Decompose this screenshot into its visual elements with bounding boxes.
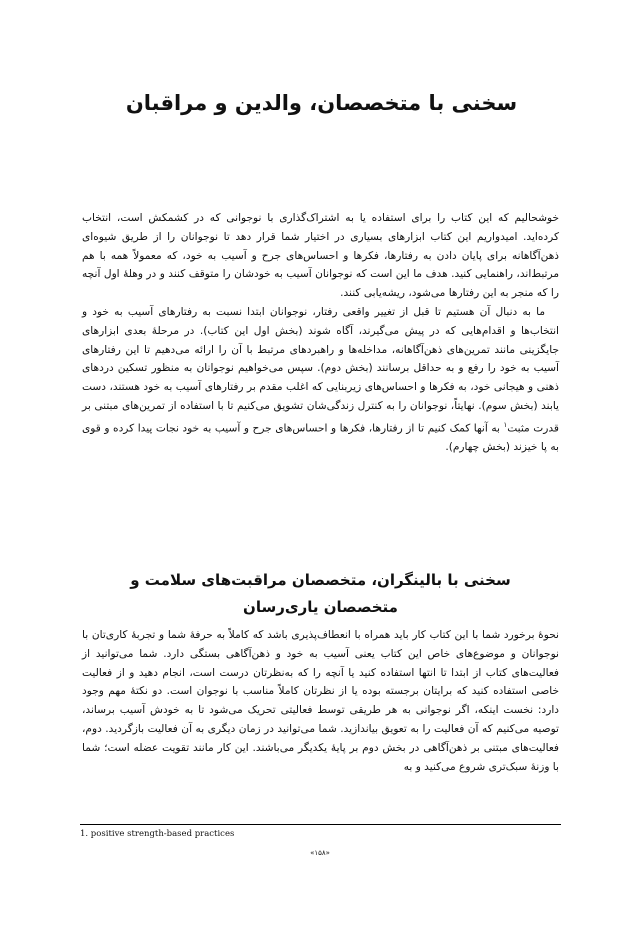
- footnote-divider: [80, 824, 561, 825]
- intro-section: [82, 209, 559, 457]
- paragraph: [82, 303, 559, 457]
- section-heading-line: متخصصان یاری‌رسان: [243, 598, 398, 616]
- page-number: «۱۵۸»: [310, 849, 330, 857]
- paragraph-text: به آنها کمک کنیم تا از رفتارها، فکرها و احساس‌های جرح و آسیب به خود نجات پیدا کرده و قوی به پا خیزند (بخش چهارم).: [82, 422, 559, 454]
- section-heading-line: سخنی با بالینگران، متخصصان مراقبت‌های سلامت و: [130, 571, 511, 589]
- footnote: 1. positive strength-based practices: [80, 829, 235, 839]
- section-heading: [82, 567, 559, 621]
- paragraph: نحوهٔ برخورد شما با این کتاب کار باید همراه با انعطاف‌پذیری باشد که کاملاً به حرفهٔ شما و تجربهٔ کاری‌تان با نوجوانان و موضوع‌های خاص این کتاب یعنی آسیب به خود و ذهن‌آگاهی بستگی دارد. شما می‌توانید از فعالیت‌های کتاب از ابتدا تا انتها استفاده کنید یا آنچه را که به‌نظرتان درست است، انجام دهید و از فعالیت خاصی استفاده کنید که برایتان برجسته بوده یا از نظرتان کاملاً مناسب با نوجوان است. دو نکتهٔ مهم وجود دارد: نخست اینکه، اگر نوجوانی به هر طریقی توسط فعالیتی تحریک می‌شود تا به خودش آسیب برساند، توصیه می‌کنیم که آن فعالیت را به تعویق بیاندازید. شما می‌توانید در زمان دیگری به آن فعالیت بازگردید. دوم، فعالیت‌های مبتنی بر ذهن‌آگاهی در بخش دوم بر پایهٔ یکدیگر می‌باشند. این کار مانند تقویت عضله است؛ شما با وزنهٔ سبک‌تری شروع می‌کنید و به: [82, 629, 559, 773]
- paragraph-text: ما به دنبال آن هستیم تا قبل از تغییر واقعی رفتار، نوجوانان ابتدا نسبت به رفتارهای آسیب به خود و انتخاب‌ها و اقدام‌هایی که در پیش می‌گیرند، آگاه شوند (بخش اول این کتاب). در مرحلهٔ بعدی ابزارهای جایگزینی مانند تمرین‌های ذهن‌آگاهانه، مداخله‌ها و راهبردهای مرتبط با آن را ارائه می‌دهیم تا این رفتارهای آسیب به خود را رفع و به حداقل برسانند (بخش دوم). سپس می‌خواهیم نوجوانان به منظور تسکین دردهای ذهنی و هیجانی خود، به فکرها و احساس‌های زیربنایی که اغلب مقدم بر رفتارهای آسیب به خود هستند، دست یابند (بخش سوم). نهایتاً، نوجوانان را به کنترل زندگی‌شان تشویق می‌کنیم تا با استفاده از تمرین‌های مبتنی بر قدرت مثبت: [82, 305, 559, 435]
- footnote-marker: ۱: [503, 420, 508, 429]
- paragraph: خوشحالیم که این کتاب را برای استفاده یا به اشتراک‌گذاری با نوجوانی که در کشمکش است، انتخاب کرده‌اید. امیدواریم این کتاب ابزارهای بسیاری در اختیار شما قرار دهد تا نوجوانان را از طریق شیوه‌ای ذهن‌آگاهانه برای پایان دادن به رفتارها، فکرها و احساس‌های جرح و آسیب به خود، که معمولاً همه با هم مرتبط‌اند، راهنمایی کنید. هدف ما این است که نوجوانان آسیب به خودشان را متوقف کنند و در وهلهٔ اول آنچه را که منجر به این رفتارها می‌شود، ریشه‌یابی کنند.: [82, 212, 559, 300]
- clinicians-section: [82, 626, 559, 776]
- page-title: سخنی با متخصصان، والدین و مراقبان: [125, 91, 518, 115]
